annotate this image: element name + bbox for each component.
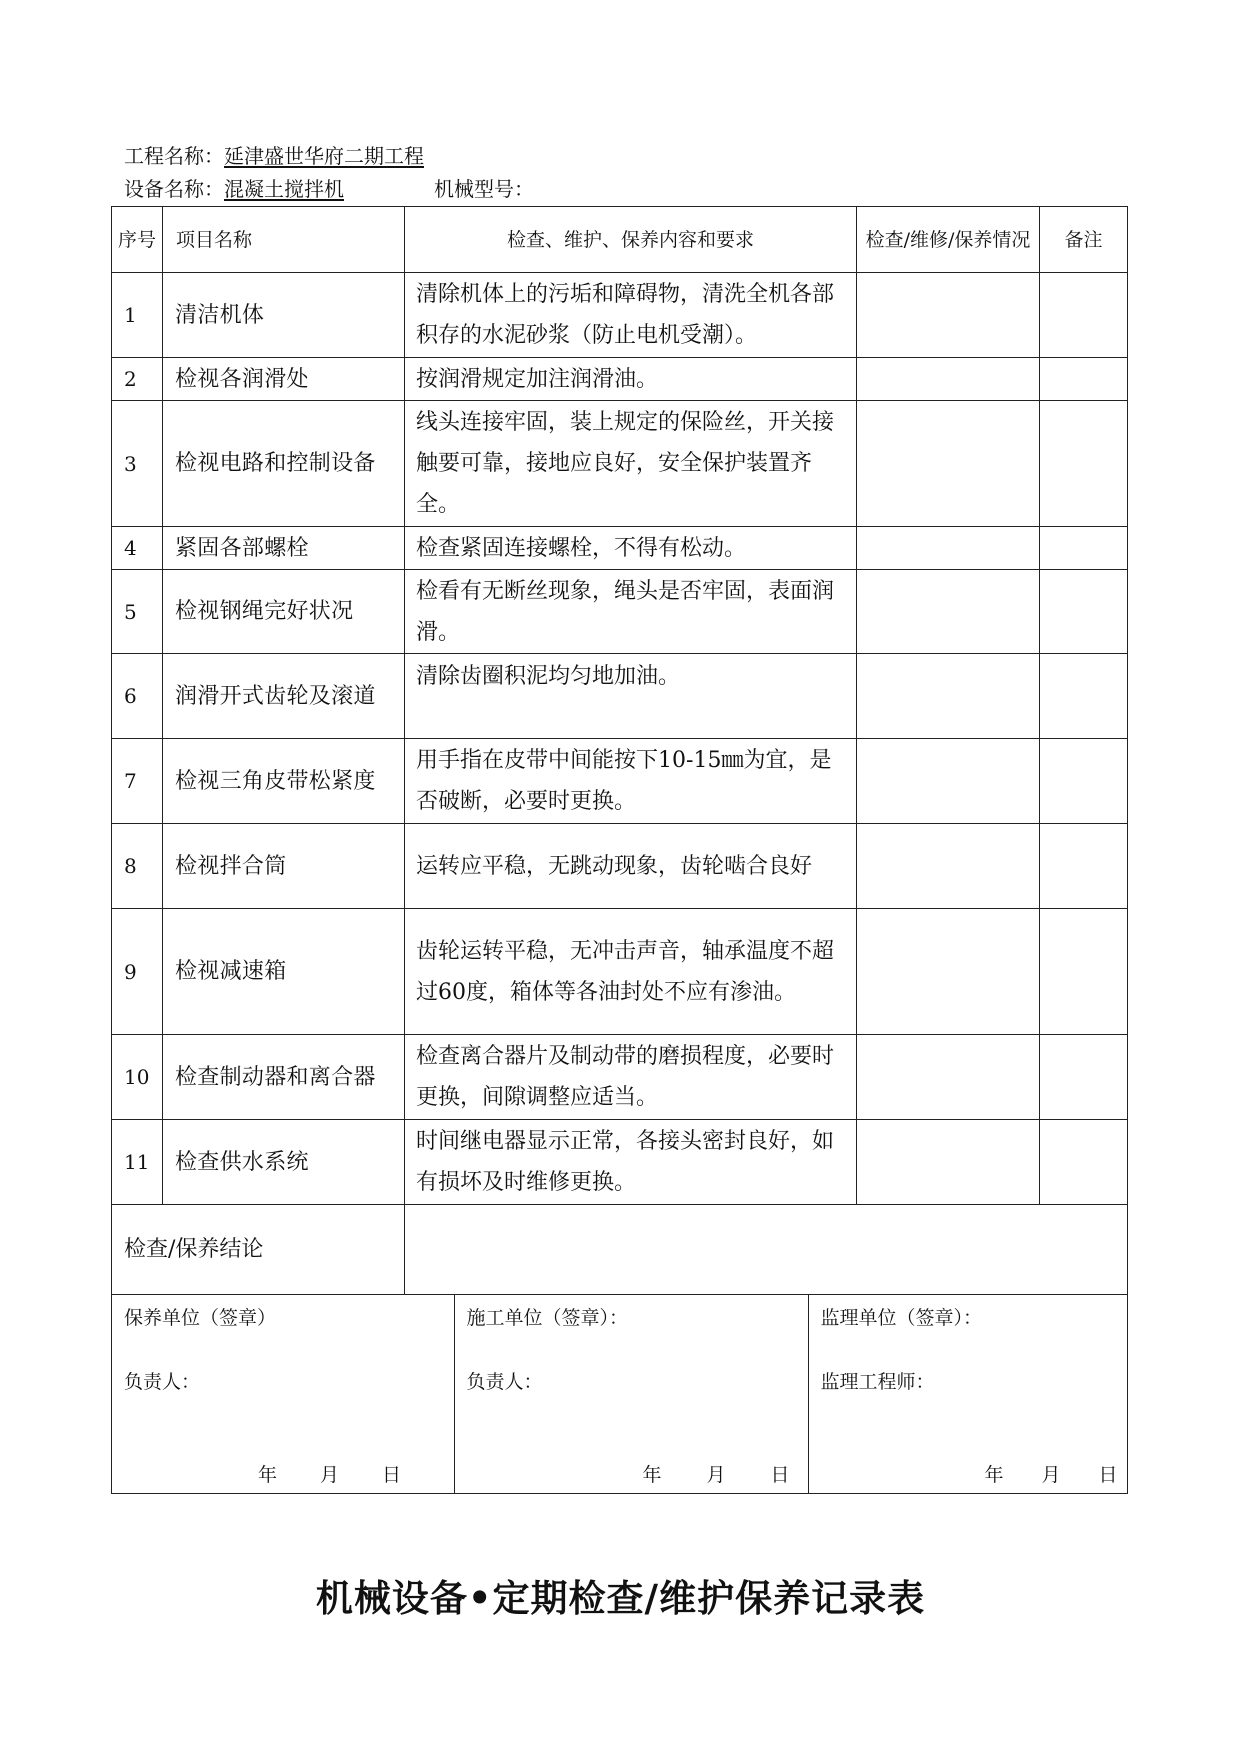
col-header-item: 项目名称 bbox=[163, 207, 405, 273]
row-requirements: 按润滑规定加注润滑油。 bbox=[405, 358, 857, 401]
row-item: 紧固各部螺栓 bbox=[163, 527, 405, 570]
row-item: 检视拌合筒 bbox=[163, 824, 405, 909]
row-no: 7 bbox=[112, 739, 163, 824]
row-requirements: 检查紧固连接螺栓，不得有松动。 bbox=[405, 527, 857, 570]
page-title: 机械设备•定期检查/维护保养记录表 bbox=[315, 1577, 926, 1620]
equipment-name-value: 混凝土搅拌机 bbox=[224, 177, 344, 201]
row-requirements: 用手指在皮带中间能按下10-15㎜为宜，是否破断，必要时更换。 bbox=[405, 739, 857, 824]
equipment-name-line bbox=[124, 175, 534, 203]
date-line: 年 月 日 bbox=[984, 1464, 1118, 1486]
date-line: 年 月 日 bbox=[642, 1464, 790, 1486]
row-status-cell[interactable] bbox=[857, 824, 1040, 909]
row-remark-cell[interactable] bbox=[1040, 527, 1128, 570]
row-no: 3 bbox=[112, 401, 163, 527]
row-status-cell[interactable] bbox=[857, 358, 1040, 401]
row-remark-cell[interactable] bbox=[1040, 909, 1128, 1035]
col-header-status: 检查/维修/保养情况 bbox=[857, 207, 1040, 273]
table-row bbox=[112, 909, 1128, 1035]
row-item: 润滑开式齿轮及滚道 bbox=[163, 654, 405, 739]
row-no: 5 bbox=[112, 570, 163, 654]
responsible-person-label: 负责人： bbox=[124, 1371, 201, 1393]
row-status-cell[interactable] bbox=[857, 1120, 1040, 1205]
row-requirements: 线头连接牢固，装上规定的保险丝，开关接触要可靠，接地应良好，安全保护装置齐全。 bbox=[405, 401, 857, 527]
row-item: 检视三角皮带松紧度 bbox=[163, 739, 405, 824]
date-line: 年 月 日 bbox=[258, 1464, 402, 1486]
row-requirements: 运转应平稳，无跳动现象，齿轮啮合良好 bbox=[405, 824, 857, 909]
equipment-name-label: 设备名称： bbox=[124, 177, 224, 201]
row-item: 检视各润滑处 bbox=[163, 358, 405, 401]
maintenance-unit-block[interactable] bbox=[112, 1295, 454, 1493]
col-header-remark: 备注 bbox=[1040, 207, 1128, 273]
row-remark-cell[interactable] bbox=[1040, 739, 1128, 824]
table-row bbox=[112, 527, 1128, 570]
row-no: 6 bbox=[112, 654, 163, 739]
table-header-row bbox=[112, 207, 1128, 273]
row-no: 2 bbox=[112, 358, 163, 401]
table-row bbox=[112, 824, 1128, 909]
row-remark-cell[interactable] bbox=[1040, 1035, 1128, 1120]
row-item: 检视钢绳完好状况 bbox=[163, 570, 405, 654]
row-remark-cell[interactable] bbox=[1040, 570, 1128, 654]
row-status-cell[interactable] bbox=[857, 401, 1040, 527]
row-remark-cell[interactable] bbox=[1040, 654, 1128, 739]
table-row bbox=[112, 401, 1128, 527]
responsible-person-label: 负责人： bbox=[466, 1371, 543, 1393]
table-row bbox=[112, 654, 1128, 739]
signature-table bbox=[112, 1295, 1128, 1493]
row-remark-cell[interactable] bbox=[1040, 1120, 1128, 1205]
table-row bbox=[112, 570, 1128, 654]
row-no: 10 bbox=[112, 1035, 163, 1120]
row-requirements: 检查离合器片及制动带的磨损程度，必要时更换，间隙调整应适当。 bbox=[405, 1035, 857, 1120]
row-remark-cell[interactable] bbox=[1040, 824, 1128, 909]
project-name-line bbox=[124, 142, 424, 170]
row-status-cell[interactable] bbox=[857, 654, 1040, 739]
row-status-cell[interactable] bbox=[857, 1035, 1040, 1120]
row-no: 9 bbox=[112, 909, 163, 1035]
table-row bbox=[112, 358, 1128, 401]
conclusion-label: 检查/保养结论 bbox=[112, 1205, 405, 1295]
row-status-cell[interactable] bbox=[857, 909, 1040, 1035]
supervision-unit-block[interactable] bbox=[808, 1295, 1128, 1493]
signature-row bbox=[112, 1295, 1128, 1494]
row-no: 4 bbox=[112, 527, 163, 570]
maintenance-record-table bbox=[111, 206, 1128, 1494]
row-status-cell[interactable] bbox=[857, 273, 1040, 358]
row-remark-cell[interactable] bbox=[1040, 401, 1128, 527]
row-item: 检视减速箱 bbox=[163, 909, 405, 1035]
table-row bbox=[112, 1120, 1128, 1205]
row-requirements: 检看有无断丝现象，绳头是否牢固，表面润滑。 bbox=[405, 570, 857, 654]
conclusion-row bbox=[112, 1205, 1128, 1295]
row-item: 检查制动器和离合器 bbox=[163, 1035, 405, 1120]
row-item: 检查供水系统 bbox=[163, 1120, 405, 1205]
row-status-cell[interactable] bbox=[857, 739, 1040, 824]
row-remark-cell[interactable] bbox=[1040, 358, 1128, 401]
supervision-unit-label: 监理单位（签章）： bbox=[820, 1307, 983, 1329]
col-header-no: 序号 bbox=[112, 207, 163, 273]
row-no: 1 bbox=[112, 273, 163, 358]
construction-unit-block[interactable] bbox=[454, 1295, 808, 1493]
machine-model-label: 机械型号： bbox=[434, 177, 534, 201]
conclusion-field[interactable] bbox=[405, 1205, 1128, 1295]
row-requirements: 齿轮运转平稳，无冲击声音，轴承温度不超过60度，箱体等各油封处不应有渗油。 bbox=[405, 909, 857, 1035]
table-row bbox=[112, 1035, 1128, 1120]
row-item: 检视电路和控制设备 bbox=[163, 401, 405, 527]
project-name-label: 工程名称： bbox=[124, 144, 224, 168]
row-item: 清洁机体 bbox=[163, 273, 405, 358]
row-no: 11 bbox=[112, 1120, 163, 1205]
supervising-engineer-label: 监理工程师： bbox=[820, 1371, 935, 1393]
project-name-value: 延津盛世华府二期工程 bbox=[224, 144, 424, 168]
construction-unit-label: 施工单位（签章）： bbox=[466, 1307, 629, 1329]
row-remark-cell[interactable] bbox=[1040, 273, 1128, 358]
row-status-cell[interactable] bbox=[857, 527, 1040, 570]
table-row bbox=[112, 739, 1128, 824]
maintenance-unit-label: 保养单位（签章） bbox=[124, 1307, 277, 1329]
row-status-cell[interactable] bbox=[857, 570, 1040, 654]
row-requirements: 清除机体上的污垢和障碍物，清洗全机各部积存的水泥砂浆（防止电机受潮）。 bbox=[405, 273, 857, 358]
row-requirements: 清除齿圈积泥均匀地加油。 bbox=[405, 654, 857, 739]
table-row bbox=[112, 273, 1128, 358]
row-requirements: 时间继电器显示正常，各接头密封良好，如有损坏及时维修更换。 bbox=[405, 1120, 857, 1205]
row-no: 8 bbox=[112, 824, 163, 909]
col-header-requirements: 检查、维护、保养内容和要求 bbox=[405, 207, 857, 273]
